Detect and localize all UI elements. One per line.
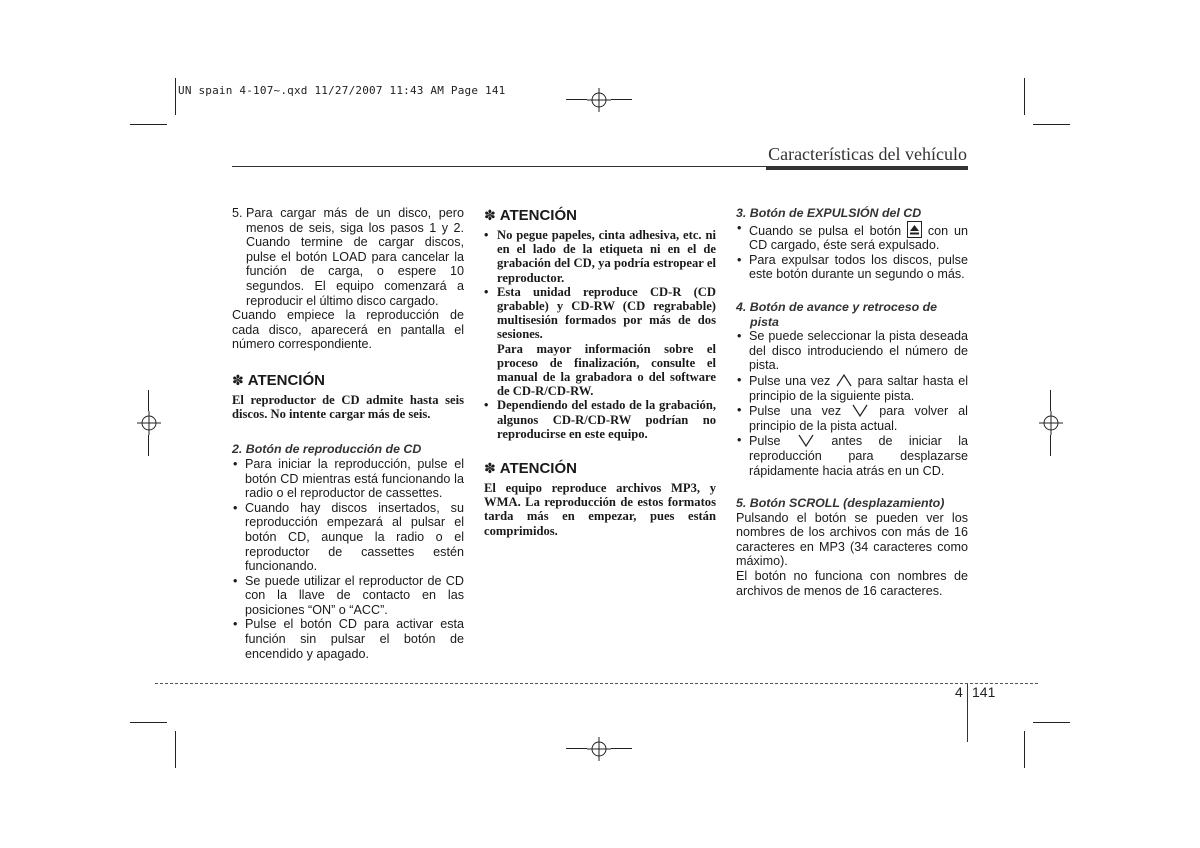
subsection-title: 4. Botón de avance y retroceso de pista <box>736 299 938 329</box>
bullet-icon: • <box>737 252 742 267</box>
bullet-icon: • <box>737 329 742 344</box>
eject-icon <box>907 221 922 238</box>
attention-text: El equipo reproduce archivos MP3, y WMA. La reproducción de estos formatos tarda más en empezar, pues están comprimidos. <box>484 481 716 538</box>
registration-mark-icon <box>587 737 611 761</box>
crop-mark <box>175 731 176 768</box>
list-item: • Pulse el botón CD para activar esta función sin pulsar el botón de encendido y apagado. <box>233 617 464 661</box>
list-item: • Cuando se pulsa el botón con un CD cargado, éste será expulsado. <box>737 220 969 253</box>
crop-mark <box>1033 124 1070 125</box>
paragraph: Cuando empiece la reproducción de cada disco, aparecerá en pantalla el número correspondiente. <box>232 308 464 352</box>
print-info: UN spain 4-107~.qxd 11/27/2007 11:43 AM Page 141 <box>178 84 506 97</box>
bullet-icon: • <box>484 228 489 242</box>
crop-mark <box>130 722 167 723</box>
star-icon: ✽ <box>484 460 496 477</box>
subsection-title: 2. Botón de reproducción de CD <box>232 442 422 457</box>
registration-mark-icon <box>1039 411 1063 435</box>
footer-rule <box>155 683 1038 684</box>
attention-heading: ✽ ATENCIÓN <box>484 207 577 224</box>
down-chevron-icon <box>797 433 815 448</box>
indented-paragraph: Para mayor información sobre el proceso de finalización, consulte el manual de la grabadora o del software de CD-R/CD-RW. <box>497 341 716 399</box>
step-text: Para cargar más de un disco, pero menos de seis, siga los pasos 1 y 2. Cuando termine de cargar discos, pulse el botón LOAD para cancelar la función de carga, o espere 10 segundos. El equipo comenzará a reproducir el último disco cargado. <box>246 206 464 308</box>
paragraph: El botón no funciona con nombres de archivos de menos de 16 caracteres. <box>736 569 968 598</box>
star-icon: ✽ <box>484 207 496 223</box>
page-separator <box>967 684 968 742</box>
registration-line <box>566 99 587 100</box>
list-item: • Pulse una vez para volver al principio de la pista actual. <box>737 403 968 433</box>
bullet-icon: • <box>737 433 742 448</box>
down-chevron-icon <box>851 403 869 418</box>
crop-mark <box>1024 731 1025 768</box>
bullet-icon: • <box>233 573 238 588</box>
list-item: • Cuando hay discos insertados, su reproducción empezará al pulsar el botón CD, aunque la radio o el reproductor de cassettes estén funcionando. <box>233 500 464 574</box>
list-item: • Para iniciar la reproducción, pulse el botón CD mientras está funcionando la radio o el reproductor de cassettes. <box>233 456 464 501</box>
bullet-icon: • <box>233 500 238 515</box>
attention-heading: ✽ ATENCIÓN <box>484 460 577 478</box>
bullet-icon: • <box>737 403 742 418</box>
header-bar <box>766 166 968 170</box>
registration-line <box>566 748 587 749</box>
page-number: 141 <box>972 684 996 700</box>
column-left <box>232 206 464 661</box>
bullet-icon: • <box>233 617 238 632</box>
bullet-icon: • <box>737 220 742 235</box>
registration-line <box>1050 435 1051 456</box>
list-item: • Se puede seleccionar la pista deseada del disco introduciendo el número de pista. <box>737 329 968 373</box>
crop-mark <box>175 78 176 115</box>
registration-line <box>611 748 632 749</box>
attention-heading: ✽ ATENCIÓN <box>232 371 325 389</box>
step-number: 5. <box>232 206 243 220</box>
registration-line <box>611 99 632 100</box>
list-item: • Esta unidad reproduce CD-R (CD grabable) y CD-RW (CD regrabable) multisesión formados por más de dos sesiones. <box>484 284 716 342</box>
star-icon: ✽ <box>232 371 244 388</box>
section-title: Características del vehículo <box>768 144 967 164</box>
registration-line <box>148 390 149 411</box>
registration-mark-icon <box>137 411 161 435</box>
chapter-number: 4 <box>955 684 963 700</box>
subsection-title: 5. Botón SCROLL (desplazamiento) <box>736 496 945 511</box>
column-right <box>736 206 968 598</box>
subsection-title: 3. Botón de EXPULSIÓN del CD <box>736 206 922 220</box>
step-5 <box>232 206 464 308</box>
bullet-icon: • <box>737 372 742 387</box>
registration-mark-icon <box>587 88 611 112</box>
list-item: • Pulse antes de iniciar la reproducción para desplazarse rápidamente hacia atrás en un CD. <box>737 433 969 478</box>
list-item: • Se puede utilizar el reproductor de CD con la llave de contacto en las posiciones “ON” o “ACC”. <box>233 573 464 617</box>
crop-mark <box>1033 722 1070 723</box>
attention-text: El reproductor de CD admite hasta seis discos. No intente cargar más de seis. <box>232 392 464 422</box>
registration-line <box>1050 390 1051 411</box>
bullet-icon: • <box>233 456 238 471</box>
paragraph: Pulsando el botón se pueden ver los nombres de los archivos con más de 16 caracteres en MP3 (34 caracteres como máximo). <box>736 510 968 569</box>
list-item: • Para expulsar todos los discos, pulse este botón durante un segundo o más. <box>737 252 968 282</box>
crop-mark <box>130 124 167 125</box>
column-middle <box>484 206 716 538</box>
list-item: • Dependiendo del estado de la grabación, algunos CD-R/CD-RW podrían no reproducirse en este equipo. <box>484 398 716 441</box>
crop-mark <box>1024 78 1025 115</box>
list-item: • No pegue papeles, cinta adhesiva, etc. ni en el lado de la etiqueta ni en el de grabación del CD, ya podría estropear el reproductor. <box>484 228 716 285</box>
registration-line <box>148 435 149 456</box>
list-item: • Pulse una vez para saltar hasta el principio de la siguiente pista. <box>737 372 968 403</box>
up-chevron-icon <box>835 373 853 388</box>
bullet-icon: • <box>484 284 489 299</box>
bullet-icon: • <box>484 398 489 413</box>
